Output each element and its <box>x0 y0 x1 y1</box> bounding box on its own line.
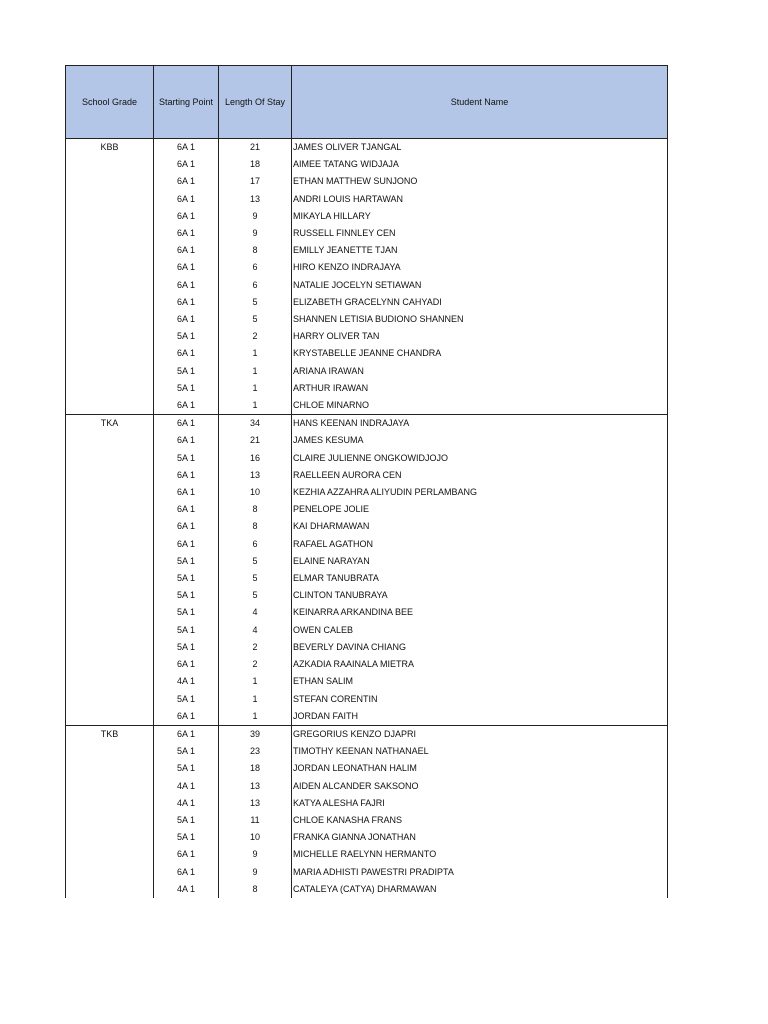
cell-school-grade <box>66 345 154 362</box>
cell-starting-point: 5A 1 <box>154 450 219 467</box>
cell-student-name: CHLOE MINARNO <box>292 397 668 415</box>
cell-student-name: ETHAN SALIM <box>292 673 668 690</box>
student-roster-table <box>65 65 668 898</box>
cell-length-of-stay: 21 <box>219 139 292 157</box>
table-row <box>66 864 668 881</box>
cell-student-name: CLINTON TANUBRAYA <box>292 587 668 604</box>
cell-school-grade <box>66 587 154 604</box>
table-row <box>66 881 668 898</box>
table-row <box>66 259 668 276</box>
cell-school-grade <box>66 760 154 777</box>
cell-school-grade <box>66 536 154 553</box>
table-row <box>66 518 668 535</box>
table-row <box>66 846 668 863</box>
table-header <box>66 66 668 139</box>
cell-student-name: ARIANA IRAWAN <box>292 363 668 380</box>
cell-school-grade <box>66 484 154 501</box>
cell-school-grade <box>66 846 154 863</box>
cell-length-of-stay: 5 <box>219 311 292 328</box>
cell-length-of-stay: 9 <box>219 846 292 863</box>
table-row <box>66 691 668 708</box>
cell-school-grade <box>66 380 154 397</box>
cell-school-grade <box>66 518 154 535</box>
cell-starting-point: 5A 1 <box>154 604 219 621</box>
cell-student-name: HARRY OLIVER TAN <box>292 328 668 345</box>
cell-starting-point: 5A 1 <box>154 553 219 570</box>
cell-student-name: HANS KEENAN INDRAJAYA <box>292 415 668 433</box>
table-row <box>66 156 668 173</box>
cell-school-grade <box>66 432 154 449</box>
cell-student-name: AZKADIA RAAINALA MIETRA <box>292 656 668 673</box>
cell-starting-point: 6A 1 <box>154 173 219 190</box>
table-row <box>66 242 668 259</box>
cell-school-grade <box>66 259 154 276</box>
cell-length-of-stay: 9 <box>219 208 292 225</box>
table-row <box>66 536 668 553</box>
table-row <box>66 708 668 726</box>
table-row <box>66 604 668 621</box>
cell-school-grade <box>66 467 154 484</box>
cell-starting-point: 5A 1 <box>154 622 219 639</box>
cell-length-of-stay: 6 <box>219 536 292 553</box>
cell-student-name: JORDAN FAITH <box>292 708 668 726</box>
cell-school-grade <box>66 328 154 345</box>
table-row <box>66 139 668 157</box>
cell-school-grade <box>66 570 154 587</box>
cell-school-grade <box>66 656 154 673</box>
cell-length-of-stay: 2 <box>219 656 292 673</box>
cell-student-name: GREGORIUS KENZO DJAPRI <box>292 725 668 743</box>
cell-student-name: CATALEYA (CATYA) DHARMAWAN <box>292 881 668 898</box>
header-starting-point: Starting Point <box>154 66 219 139</box>
cell-length-of-stay: 1 <box>219 345 292 362</box>
cell-student-name: KEZHIA AZZAHRA ALIYUDIN PERLAMBANG <box>292 484 668 501</box>
cell-student-name: AIDEN ALCANDER SAKSONO <box>292 778 668 795</box>
cell-student-name: OWEN CALEB <box>292 622 668 639</box>
cell-length-of-stay: 8 <box>219 518 292 535</box>
cell-length-of-stay: 21 <box>219 432 292 449</box>
cell-school-grade: TKA <box>66 415 154 433</box>
cell-school-grade <box>66 778 154 795</box>
table-row <box>66 673 668 690</box>
table-row <box>66 173 668 190</box>
cell-starting-point: 6A 1 <box>154 311 219 328</box>
cell-school-grade <box>66 363 154 380</box>
cell-length-of-stay: 4 <box>219 622 292 639</box>
cell-school-grade <box>66 708 154 726</box>
cell-school-grade <box>66 191 154 208</box>
cell-student-name: JAMES KESUMA <box>292 432 668 449</box>
table-row <box>66 760 668 777</box>
table-row <box>66 380 668 397</box>
cell-starting-point: 5A 1 <box>154 328 219 345</box>
cell-length-of-stay: 6 <box>219 277 292 294</box>
cell-starting-point: 5A 1 <box>154 829 219 846</box>
cell-student-name: ELIZABETH GRACELYNN CAHYADI <box>292 294 668 311</box>
cell-length-of-stay: 8 <box>219 242 292 259</box>
cell-length-of-stay: 18 <box>219 156 292 173</box>
cell-starting-point: 6A 1 <box>154 725 219 743</box>
cell-student-name: CLAIRE JULIENNE ONGKOWIDJOJO <box>292 450 668 467</box>
cell-school-grade <box>66 829 154 846</box>
cell-starting-point: 6A 1 <box>154 242 219 259</box>
cell-school-grade <box>66 277 154 294</box>
cell-length-of-stay: 1 <box>219 380 292 397</box>
cell-starting-point: 4A 1 <box>154 778 219 795</box>
cell-starting-point: 6A 1 <box>154 467 219 484</box>
cell-starting-point: 5A 1 <box>154 639 219 656</box>
table-row <box>66 795 668 812</box>
table-row <box>66 570 668 587</box>
cell-student-name: EMILLY JEANETTE TJAN <box>292 242 668 259</box>
cell-length-of-stay: 10 <box>219 829 292 846</box>
cell-school-grade <box>66 812 154 829</box>
cell-length-of-stay: 13 <box>219 778 292 795</box>
cell-student-name: ANDRI LOUIS HARTAWAN <box>292 191 668 208</box>
cell-starting-point: 6A 1 <box>154 501 219 518</box>
cell-starting-point: 6A 1 <box>154 536 219 553</box>
cell-school-grade <box>66 397 154 415</box>
header-row <box>66 66 668 139</box>
cell-length-of-stay: 8 <box>219 501 292 518</box>
cell-student-name: KRYSTABELLE JEANNE CHANDRA <box>292 345 668 362</box>
cell-student-name: STEFAN CORENTIN <box>292 691 668 708</box>
cell-length-of-stay: 2 <box>219 639 292 656</box>
table-row <box>66 743 668 760</box>
cell-student-name: PENELOPE JOLIE <box>292 501 668 518</box>
cell-starting-point: 6A 1 <box>154 656 219 673</box>
cell-starting-point: 5A 1 <box>154 587 219 604</box>
cell-length-of-stay: 5 <box>219 294 292 311</box>
cell-school-grade: TKB <box>66 725 154 743</box>
cell-school-grade <box>66 225 154 242</box>
table-row <box>66 450 668 467</box>
cell-student-name: MICHELLE RAELYNN HERMANTO <box>292 846 668 863</box>
cell-student-name: TIMOTHY KEENAN NATHANAEL <box>292 743 668 760</box>
cell-length-of-stay: 1 <box>219 363 292 380</box>
cell-starting-point: 6A 1 <box>154 484 219 501</box>
cell-length-of-stay: 5 <box>219 553 292 570</box>
table-row <box>66 345 668 362</box>
table-row <box>66 656 668 673</box>
cell-length-of-stay: 39 <box>219 725 292 743</box>
cell-student-name: ELMAR TANUBRATA <box>292 570 668 587</box>
table-row <box>66 432 668 449</box>
table-body <box>66 139 668 898</box>
cell-length-of-stay: 16 <box>219 450 292 467</box>
cell-starting-point: 6A 1 <box>154 432 219 449</box>
table-row <box>66 363 668 380</box>
cell-school-grade <box>66 639 154 656</box>
cell-starting-point: 6A 1 <box>154 846 219 863</box>
cell-student-name: JAMES OLIVER TJANGAL <box>292 139 668 157</box>
cell-length-of-stay: 9 <box>219 225 292 242</box>
table-row <box>66 225 668 242</box>
cell-student-name: KEINARRA ARKANDINA BEE <box>292 604 668 621</box>
cell-school-grade <box>66 450 154 467</box>
table-row <box>66 277 668 294</box>
cell-length-of-stay: 10 <box>219 484 292 501</box>
cell-student-name: ETHAN MATTHEW SUNJONO <box>292 173 668 190</box>
cell-school-grade <box>66 294 154 311</box>
table-row <box>66 311 668 328</box>
cell-school-grade <box>66 242 154 259</box>
cell-school-grade <box>66 156 154 173</box>
cell-starting-point: 6A 1 <box>154 156 219 173</box>
cell-school-grade <box>66 795 154 812</box>
cell-student-name: KATYA ALESHA FAJRI <box>292 795 668 812</box>
table-row <box>66 812 668 829</box>
cell-length-of-stay: 17 <box>219 173 292 190</box>
cell-school-grade <box>66 691 154 708</box>
cell-student-name: KAI DHARMAWAN <box>292 518 668 535</box>
cell-starting-point: 5A 1 <box>154 380 219 397</box>
cell-school-grade <box>66 673 154 690</box>
cell-student-name: RAFAEL AGATHON <box>292 536 668 553</box>
cell-student-name: RAELLEEN AURORA CEN <box>292 467 668 484</box>
cell-length-of-stay: 1 <box>219 691 292 708</box>
cell-starting-point: 6A 1 <box>154 191 219 208</box>
cell-student-name: SHANNEN LETISIA BUDIONO SHANNEN <box>292 311 668 328</box>
table-row <box>66 191 668 208</box>
cell-student-name: FRANKA GIANNA JONATHAN <box>292 829 668 846</box>
cell-school-grade <box>66 622 154 639</box>
cell-student-name: MIKAYLA HILLARY <box>292 208 668 225</box>
cell-school-grade <box>66 743 154 760</box>
cell-starting-point: 5A 1 <box>154 743 219 760</box>
cell-length-of-stay: 23 <box>219 743 292 760</box>
cell-student-name: BEVERLY DAVINA CHIANG <box>292 639 668 656</box>
cell-student-name: ELAINE NARAYAN <box>292 553 668 570</box>
cell-length-of-stay: 11 <box>219 812 292 829</box>
cell-starting-point: 6A 1 <box>154 139 219 157</box>
cell-starting-point: 5A 1 <box>154 812 219 829</box>
table-row <box>66 208 668 225</box>
table-row <box>66 587 668 604</box>
cell-starting-point: 6A 1 <box>154 864 219 881</box>
cell-length-of-stay: 8 <box>219 881 292 898</box>
cell-student-name: AIMEE TATANG WIDJAJA <box>292 156 668 173</box>
cell-starting-point: 6A 1 <box>154 397 219 415</box>
cell-length-of-stay: 9 <box>219 864 292 881</box>
cell-starting-point: 6A 1 <box>154 345 219 362</box>
cell-length-of-stay: 1 <box>219 397 292 415</box>
cell-student-name: MARIA ADHISTI PAWESTRI PRADIPTA <box>292 864 668 881</box>
cell-starting-point: 5A 1 <box>154 363 219 380</box>
cell-school-grade <box>66 553 154 570</box>
cell-length-of-stay: 1 <box>219 708 292 726</box>
table-row <box>66 553 668 570</box>
table-row <box>66 501 668 518</box>
table-row <box>66 484 668 501</box>
cell-starting-point: 5A 1 <box>154 691 219 708</box>
table-row <box>66 725 668 743</box>
cell-length-of-stay: 13 <box>219 191 292 208</box>
cell-length-of-stay: 18 <box>219 760 292 777</box>
cell-starting-point: 5A 1 <box>154 570 219 587</box>
cell-length-of-stay: 13 <box>219 467 292 484</box>
cell-starting-point: 4A 1 <box>154 673 219 690</box>
cell-starting-point: 6A 1 <box>154 225 219 242</box>
cell-student-name: RUSSELL FINNLEY CEN <box>292 225 668 242</box>
cell-length-of-stay: 1 <box>219 673 292 690</box>
header-school-grade: School Grade <box>66 66 154 139</box>
cell-length-of-stay: 13 <box>219 795 292 812</box>
table-row <box>66 415 668 433</box>
table-row <box>66 294 668 311</box>
cell-student-name: ARTHUR IRAWAN <box>292 380 668 397</box>
cell-starting-point: 6A 1 <box>154 277 219 294</box>
cell-starting-point: 6A 1 <box>154 294 219 311</box>
table-row <box>66 622 668 639</box>
cell-school-grade <box>66 604 154 621</box>
cell-length-of-stay: 5 <box>219 587 292 604</box>
cell-student-name: NATALIE JOCELYN SETIAWAN <box>292 277 668 294</box>
cell-student-name: CHLOE KANASHA FRANS <box>292 812 668 829</box>
header-length-of-stay: Length Of Stay <box>219 66 292 139</box>
cell-length-of-stay: 6 <box>219 259 292 276</box>
cell-length-of-stay: 4 <box>219 604 292 621</box>
cell-starting-point: 6A 1 <box>154 415 219 433</box>
cell-school-grade <box>66 311 154 328</box>
cell-starting-point: 6A 1 <box>154 518 219 535</box>
table-row <box>66 778 668 795</box>
table-row <box>66 397 668 415</box>
table-row <box>66 639 668 656</box>
cell-school-grade <box>66 173 154 190</box>
cell-starting-point: 6A 1 <box>154 259 219 276</box>
cell-length-of-stay: 34 <box>219 415 292 433</box>
cell-student-name: JORDAN LEONATHAN HALIM <box>292 760 668 777</box>
cell-starting-point: 4A 1 <box>154 881 219 898</box>
cell-length-of-stay: 2 <box>219 328 292 345</box>
student-roster-sheet <box>65 65 667 898</box>
cell-school-grade <box>66 501 154 518</box>
cell-length-of-stay: 5 <box>219 570 292 587</box>
cell-starting-point: 6A 1 <box>154 208 219 225</box>
table-row <box>66 467 668 484</box>
cell-starting-point: 4A 1 <box>154 795 219 812</box>
cell-starting-point: 5A 1 <box>154 760 219 777</box>
table-row <box>66 328 668 345</box>
table-row <box>66 829 668 846</box>
cell-school-grade: KBB <box>66 139 154 157</box>
cell-starting-point: 6A 1 <box>154 708 219 726</box>
cell-school-grade <box>66 881 154 898</box>
cell-school-grade <box>66 864 154 881</box>
header-student-name: Student Name <box>292 66 668 139</box>
cell-student-name: HIRO KENZO INDRAJAYA <box>292 259 668 276</box>
cell-school-grade <box>66 208 154 225</box>
